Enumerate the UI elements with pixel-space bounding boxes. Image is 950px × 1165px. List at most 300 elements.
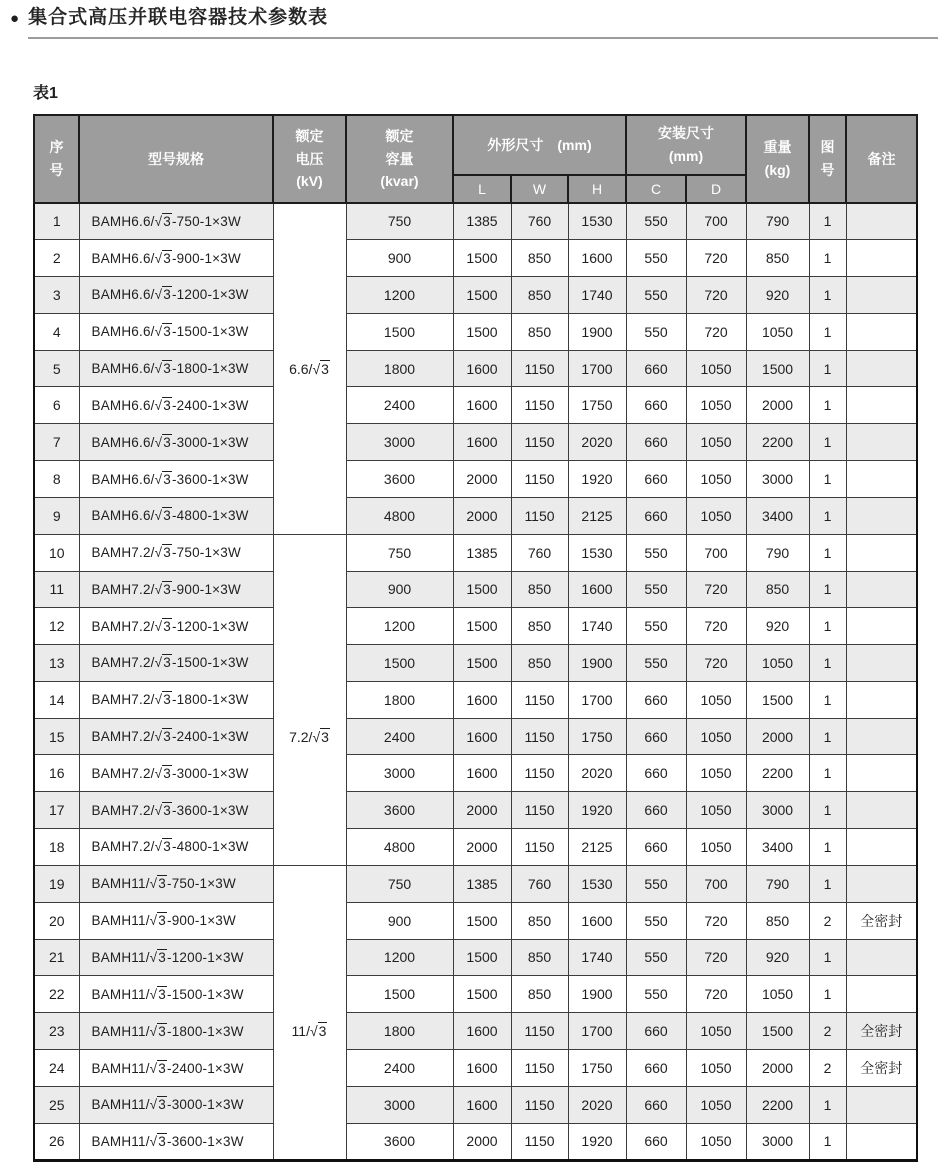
sqrt-3: √3 — [154, 287, 171, 303]
cell-capacity: 1200 — [346, 939, 453, 976]
cell-install-c: 660 — [626, 792, 686, 829]
cell-remark — [846, 828, 917, 865]
cell-install-c: 550 — [626, 276, 686, 313]
cell-figure: 1 — [809, 976, 846, 1013]
cell-dim-w: 1150 — [511, 350, 568, 387]
cell-figure: 1 — [809, 939, 846, 976]
sqrt-3: √3 — [154, 802, 171, 818]
voltage-value: 7.2/√3 — [289, 729, 329, 746]
cell-dim-w: 1150 — [511, 424, 568, 461]
cell-remark — [846, 387, 917, 424]
cell-capacity: 1500 — [346, 976, 453, 1013]
cell-capacity: 2400 — [346, 718, 453, 755]
cell-seq: 3 — [34, 276, 79, 313]
cell-dim-w: 1150 — [511, 1013, 568, 1050]
cell-weight: 1050 — [746, 976, 809, 1013]
table-row — [34, 203, 917, 240]
cell-dim-w: 850 — [511, 608, 568, 645]
cell-install-d: 1050 — [686, 497, 746, 534]
cell-capacity: 1500 — [346, 313, 453, 350]
cell-model: BAMH6.6/√3-4800-1×3W — [79, 497, 273, 534]
cell-model: BAMH6.6/√3-1800-1×3W — [79, 350, 273, 387]
cell-capacity: 900 — [346, 240, 453, 277]
cell-remark — [846, 240, 917, 277]
col-header-voltage: 额定 电压 (kV) — [273, 115, 346, 203]
cell-figure: 1 — [809, 387, 846, 424]
cell-install-c: 660 — [626, 350, 686, 387]
cell-seq: 1 — [34, 203, 79, 240]
sqrt-3: √3 — [309, 1023, 327, 1040]
cell-install-c: 550 — [626, 203, 686, 240]
cell-seq: 19 — [34, 865, 79, 902]
cell-dim-w: 850 — [511, 313, 568, 350]
cell-model: BAMH7.2/√3-2400-1×3W — [79, 718, 273, 755]
cell-figure: 1 — [809, 792, 846, 829]
cell-install-d: 1050 — [686, 350, 746, 387]
cell-remark: 全密封 — [846, 1050, 917, 1087]
cell-dim-h: 1750 — [568, 718, 626, 755]
cell-install-d: 1050 — [686, 461, 746, 498]
cell-remark: 全密封 — [846, 902, 917, 939]
cell-dim-h: 1600 — [568, 571, 626, 608]
cell-dim-h: 2020 — [568, 755, 626, 792]
cell-seq: 8 — [34, 461, 79, 498]
cell-install-c: 550 — [626, 240, 686, 277]
cell-weight: 1500 — [746, 681, 809, 718]
cell-dim-w: 760 — [511, 534, 568, 571]
cell-install-d: 1050 — [686, 1050, 746, 1087]
cell-remark — [846, 681, 917, 718]
cell-dim-l: 1600 — [453, 1087, 511, 1124]
cell-weight: 2200 — [746, 755, 809, 792]
sqrt-3: √3 — [154, 545, 171, 561]
cell-figure: 1 — [809, 865, 846, 902]
cell-figure: 1 — [809, 534, 846, 571]
cell-install-d: 720 — [686, 608, 746, 645]
cell-install-d: 720 — [686, 313, 746, 350]
cell-weight: 2200 — [746, 424, 809, 461]
cell-install-d: 720 — [686, 240, 746, 277]
cell-remark — [846, 755, 917, 792]
table-row — [34, 461, 917, 498]
sqrt-3: √3 — [154, 397, 171, 413]
cell-weight: 920 — [746, 608, 809, 645]
cell-install-d: 1050 — [686, 1013, 746, 1050]
cell-model: BAMH7.2/√3-3000-1×3W — [79, 755, 273, 792]
cell-figure: 1 — [809, 608, 846, 645]
cell-dim-h: 1530 — [568, 534, 626, 571]
cell-figure: 1 — [809, 571, 846, 608]
cell-dim-w: 1150 — [511, 1123, 568, 1160]
cell-install-d: 1050 — [686, 1087, 746, 1124]
cell-capacity: 1200 — [346, 276, 453, 313]
cell-voltage-group — [273, 203, 346, 535]
sqrt-3: √3 — [149, 1060, 166, 1076]
cell-seq: 17 — [34, 792, 79, 829]
cell-figure: 1 — [809, 718, 846, 755]
cell-install-c: 550 — [626, 608, 686, 645]
cell-dim-l: 1600 — [453, 755, 511, 792]
cell-dim-w: 1150 — [511, 828, 568, 865]
cell-model: BAMH11/√3-3000-1×3W — [79, 1087, 273, 1124]
cell-weight: 790 — [746, 534, 809, 571]
page — [0, 7, 950, 1162]
cell-install-c: 660 — [626, 424, 686, 461]
cell-model: BAMH7.2/√3-3600-1×3W — [79, 792, 273, 829]
cell-seq: 25 — [34, 1087, 79, 1124]
cell-dim-w: 760 — [511, 203, 568, 240]
cell-seq: 24 — [34, 1050, 79, 1087]
col-header-remark: 备注 — [846, 115, 917, 203]
cell-model: BAMH11/√3-1500-1×3W — [79, 976, 273, 1013]
cell-figure: 2 — [809, 902, 846, 939]
table-row — [34, 276, 917, 313]
sqrt-3: √3 — [154, 729, 171, 744]
sqrt-3: √3 — [154, 618, 171, 634]
cell-figure: 1 — [809, 240, 846, 277]
cell-install-c: 550 — [626, 902, 686, 939]
table-row — [34, 387, 917, 424]
cell-capacity: 2400 — [346, 1050, 453, 1087]
cell-install-c: 660 — [626, 1123, 686, 1160]
cell-dim-h: 1920 — [568, 792, 626, 829]
cell-remark — [846, 939, 917, 976]
cell-seq: 12 — [34, 608, 79, 645]
cell-weight: 3400 — [746, 497, 809, 534]
cell-seq: 26 — [34, 1123, 79, 1160]
cell-dim-h: 1740 — [568, 939, 626, 976]
cell-weight: 3000 — [746, 461, 809, 498]
cell-dim-l: 1385 — [453, 203, 511, 240]
cell-install-c: 660 — [626, 1087, 686, 1124]
cell-seq: 13 — [34, 645, 79, 682]
table-row — [34, 792, 917, 829]
cell-seq: 16 — [34, 755, 79, 792]
cell-weight: 1050 — [746, 313, 809, 350]
cell-model: BAMH11/√3-900-1×3W — [79, 902, 273, 939]
cell-seq: 14 — [34, 681, 79, 718]
cell-weight: 3400 — [746, 828, 809, 865]
cell-weight: 1050 — [746, 645, 809, 682]
col-header-C: C — [626, 175, 686, 203]
cell-model: BAMH6.6/√3-2400-1×3W — [79, 387, 273, 424]
cell-model: BAMH11/√3-3600-1×3W — [79, 1123, 273, 1160]
cell-install-c: 550 — [626, 313, 686, 350]
sqrt-3: √3 — [154, 581, 171, 597]
cell-figure: 1 — [809, 313, 846, 350]
cell-weight: 3000 — [746, 792, 809, 829]
table-row — [34, 902, 917, 939]
cell-remark — [846, 424, 917, 461]
cell-dim-h: 1900 — [568, 645, 626, 682]
cell-weight: 2000 — [746, 387, 809, 424]
cell-model: BAMH6.6/√3-1500-1×3W — [79, 313, 273, 350]
cell-dim-w: 1150 — [511, 461, 568, 498]
cell-install-c: 660 — [626, 1013, 686, 1050]
page-header — [10, 7, 950, 30]
cell-remark — [846, 792, 917, 829]
sqrt-3: √3 — [154, 471, 171, 487]
cell-figure: 1 — [809, 681, 846, 718]
cell-remark — [846, 350, 917, 387]
cell-figure: 1 — [809, 755, 846, 792]
cell-dim-l: 1500 — [453, 902, 511, 939]
cell-dim-h: 2125 — [568, 828, 626, 865]
cell-install-d: 1050 — [686, 681, 746, 718]
cell-capacity: 1200 — [346, 608, 453, 645]
cell-dim-h: 1750 — [568, 387, 626, 424]
cell-seq: 6 — [34, 387, 79, 424]
cell-dim-h: 1750 — [568, 1050, 626, 1087]
cell-weight: 920 — [746, 939, 809, 976]
cell-dim-l: 1500 — [453, 571, 511, 608]
cell-model: BAMH6.6/√3-900-1×3W — [79, 240, 273, 277]
cell-weight: 850 — [746, 902, 809, 939]
sqrt-3: √3 — [312, 729, 329, 746]
cell-model: BAMH7.2/√3-750-1×3W — [79, 534, 273, 571]
cell-dim-w: 1150 — [511, 718, 568, 755]
cell-dim-w: 850 — [511, 902, 568, 939]
cell-install-c: 660 — [626, 681, 686, 718]
cell-figure: 1 — [809, 350, 846, 387]
sqrt-3: √3 — [149, 1133, 166, 1149]
sqrt-3: √3 — [154, 508, 171, 524]
col-header-install: 安装尺寸 (mm) — [626, 115, 746, 175]
table-row — [34, 534, 917, 571]
table-row — [34, 939, 917, 976]
cell-weight: 1500 — [746, 1013, 809, 1050]
cell-figure: 1 — [809, 1087, 846, 1124]
cell-dim-h: 1530 — [568, 865, 626, 902]
cell-weight: 2000 — [746, 718, 809, 755]
sqrt-3: √3 — [149, 1097, 166, 1113]
cell-model: BAMH7.2/√3-1800-1×3W — [79, 681, 273, 718]
cell-install-c: 550 — [626, 645, 686, 682]
cell-install-d: 1050 — [686, 718, 746, 755]
cell-model: BAMH6.6/√3-3600-1×3W — [79, 461, 273, 498]
sqrt-3: √3 — [154, 324, 171, 340]
col-header-D: D — [686, 175, 746, 203]
table-row — [34, 1087, 917, 1124]
col-header-weight: 重量 (kg) — [746, 115, 809, 203]
cell-seq: 7 — [34, 424, 79, 461]
cell-seq: 21 — [34, 939, 79, 976]
cell-model: BAMH11/√3-2400-1×3W — [79, 1050, 273, 1087]
cell-capacity: 1500 — [346, 645, 453, 682]
cell-install-d: 720 — [686, 276, 746, 313]
cell-install-c: 660 — [626, 828, 686, 865]
cell-dim-w: 850 — [511, 276, 568, 313]
cell-figure: 1 — [809, 276, 846, 313]
cell-capacity: 3000 — [346, 424, 453, 461]
cell-model: BAMH11/√3-750-1×3W — [79, 865, 273, 902]
cell-capacity: 3000 — [346, 1087, 453, 1124]
col-header-figure: 图 号 — [809, 115, 846, 203]
cell-dim-w: 1150 — [511, 387, 568, 424]
cell-capacity: 3600 — [346, 792, 453, 829]
cell-dim-w: 850 — [511, 976, 568, 1013]
sqrt-3: √3 — [154, 213, 171, 229]
cell-install-d: 720 — [686, 902, 746, 939]
cell-install-d: 720 — [686, 645, 746, 682]
cell-capacity: 750 — [346, 203, 453, 240]
cell-dim-h: 1740 — [568, 608, 626, 645]
cell-dim-h: 1700 — [568, 1013, 626, 1050]
cell-install-c: 550 — [626, 534, 686, 571]
cell-seq: 9 — [34, 497, 79, 534]
cell-capacity: 4800 — [346, 828, 453, 865]
cell-capacity: 1800 — [346, 350, 453, 387]
cell-model: BAMH7.2/√3-4800-1×3W — [79, 828, 273, 865]
table-row — [34, 608, 917, 645]
cell-remark — [846, 608, 917, 645]
cell-dim-l: 1600 — [453, 718, 511, 755]
cell-dim-h: 2125 — [568, 497, 626, 534]
cell-weight: 2000 — [746, 1050, 809, 1087]
cell-install-c: 550 — [626, 571, 686, 608]
cell-model: BAMH11/√3-1800-1×3W — [79, 1013, 273, 1050]
cell-capacity: 750 — [346, 534, 453, 571]
cell-dim-h: 2020 — [568, 1087, 626, 1124]
cell-remark: 全密封 — [846, 1013, 917, 1050]
col-header-H: H — [568, 175, 626, 203]
cell-dim-l: 1500 — [453, 939, 511, 976]
cell-dim-w: 850 — [511, 645, 568, 682]
cell-install-d: 1050 — [686, 1123, 746, 1160]
cell-remark — [846, 497, 917, 534]
cell-dim-l: 2000 — [453, 461, 511, 498]
cell-dim-l: 1500 — [453, 608, 511, 645]
cell-dim-l: 1500 — [453, 976, 511, 1013]
cell-weight: 2200 — [746, 1087, 809, 1124]
cell-dim-w: 1150 — [511, 1050, 568, 1087]
table-row — [34, 828, 917, 865]
sqrt-3: √3 — [154, 839, 171, 855]
col-header-model: 型号规格 — [79, 115, 273, 203]
cell-install-c: 660 — [626, 461, 686, 498]
cell-remark — [846, 203, 917, 240]
cell-model: BAMH6.6/√3-3000-1×3W — [79, 424, 273, 461]
cell-weight: 790 — [746, 203, 809, 240]
sqrt-3: √3 — [154, 250, 171, 266]
cell-dim-l: 1500 — [453, 645, 511, 682]
cell-install-d: 1050 — [686, 387, 746, 424]
cell-seq: 15 — [34, 718, 79, 755]
sqrt-3: √3 — [154, 765, 171, 781]
cell-figure: 1 — [809, 497, 846, 534]
cell-install-d: 700 — [686, 203, 746, 240]
cell-dim-l: 1600 — [453, 350, 511, 387]
table-row — [34, 681, 917, 718]
cell-weight: 790 — [746, 865, 809, 902]
cell-remark — [846, 718, 917, 755]
table-row — [34, 313, 917, 350]
cell-dim-l: 1500 — [453, 313, 511, 350]
cell-dim-h: 1920 — [568, 1123, 626, 1160]
cell-figure: 2 — [809, 1013, 846, 1050]
cell-figure: 1 — [809, 645, 846, 682]
col-header-dimensions: 外形尺寸 (mm) — [453, 115, 626, 175]
cell-seq: 18 — [34, 828, 79, 865]
cell-install-d: 1050 — [686, 828, 746, 865]
cell-capacity: 1800 — [346, 681, 453, 718]
table-row — [34, 755, 917, 792]
cell-capacity: 3600 — [346, 1123, 453, 1160]
cell-seq: 23 — [34, 1013, 79, 1050]
cell-install-c: 660 — [626, 387, 686, 424]
table-row — [34, 1123, 917, 1160]
col-header-capacity: 额定 容量 (kvar) — [346, 115, 453, 203]
table-row — [34, 718, 917, 755]
table-row — [34, 350, 917, 387]
cell-dim-l: 1385 — [453, 865, 511, 902]
cell-dim-l: 2000 — [453, 792, 511, 829]
cell-dim-h: 1920 — [568, 461, 626, 498]
cell-seq: 2 — [34, 240, 79, 277]
cell-capacity: 900 — [346, 571, 453, 608]
cell-figure: 1 — [809, 424, 846, 461]
sqrt-3: √3 — [149, 876, 166, 892]
cell-install-c: 550 — [626, 865, 686, 902]
cell-model: BAMH6.6/√3-1200-1×3W — [79, 276, 273, 313]
cell-seq: 5 — [34, 350, 79, 387]
cell-dim-l: 1500 — [453, 240, 511, 277]
cell-dim-h: 2020 — [568, 424, 626, 461]
cell-weight: 3000 — [746, 1123, 809, 1160]
cell-install-d: 700 — [686, 865, 746, 902]
cell-capacity: 750 — [346, 865, 453, 902]
cell-voltage-group — [273, 865, 346, 1160]
table-header — [34, 115, 917, 203]
cell-dim-h: 1700 — [568, 681, 626, 718]
cell-seq: 20 — [34, 902, 79, 939]
cell-capacity: 900 — [346, 902, 453, 939]
page-title: 集合式高压并联电容器技术参数表 — [28, 7, 329, 28]
cell-remark — [846, 1087, 917, 1124]
cell-dim-w: 850 — [511, 939, 568, 976]
table-label: 表1 — [33, 84, 58, 102]
cell-dim-w: 1150 — [511, 497, 568, 534]
col-header-W: W — [511, 175, 568, 203]
cell-install-c: 660 — [626, 1050, 686, 1087]
cell-dim-l: 1500 — [453, 276, 511, 313]
cell-model: BAMH11/√3-1200-1×3W — [79, 939, 273, 976]
cell-weight: 920 — [746, 276, 809, 313]
cell-install-d: 1050 — [686, 755, 746, 792]
cell-dim-h: 1600 — [568, 902, 626, 939]
cell-install-d: 720 — [686, 939, 746, 976]
cell-dim-l: 1600 — [453, 681, 511, 718]
table-row — [34, 1013, 917, 1050]
sqrt-3: √3 — [149, 949, 166, 965]
sqrt-3: √3 — [312, 361, 329, 378]
cell-seq: 10 — [34, 534, 79, 571]
cell-capacity: 3000 — [346, 755, 453, 792]
parameters-table — [33, 114, 918, 1162]
cell-weight: 850 — [746, 571, 809, 608]
cell-dim-h: 1900 — [568, 313, 626, 350]
cell-dim-l: 1600 — [453, 387, 511, 424]
cell-figure: 1 — [809, 461, 846, 498]
cell-install-d: 1050 — [686, 424, 746, 461]
cell-remark — [846, 645, 917, 682]
table-body — [34, 203, 917, 1161]
cell-dim-h: 1900 — [568, 976, 626, 1013]
cell-dim-l: 2000 — [453, 497, 511, 534]
cell-dim-w: 850 — [511, 571, 568, 608]
cell-install-c: 660 — [626, 497, 686, 534]
table-row — [34, 976, 917, 1013]
